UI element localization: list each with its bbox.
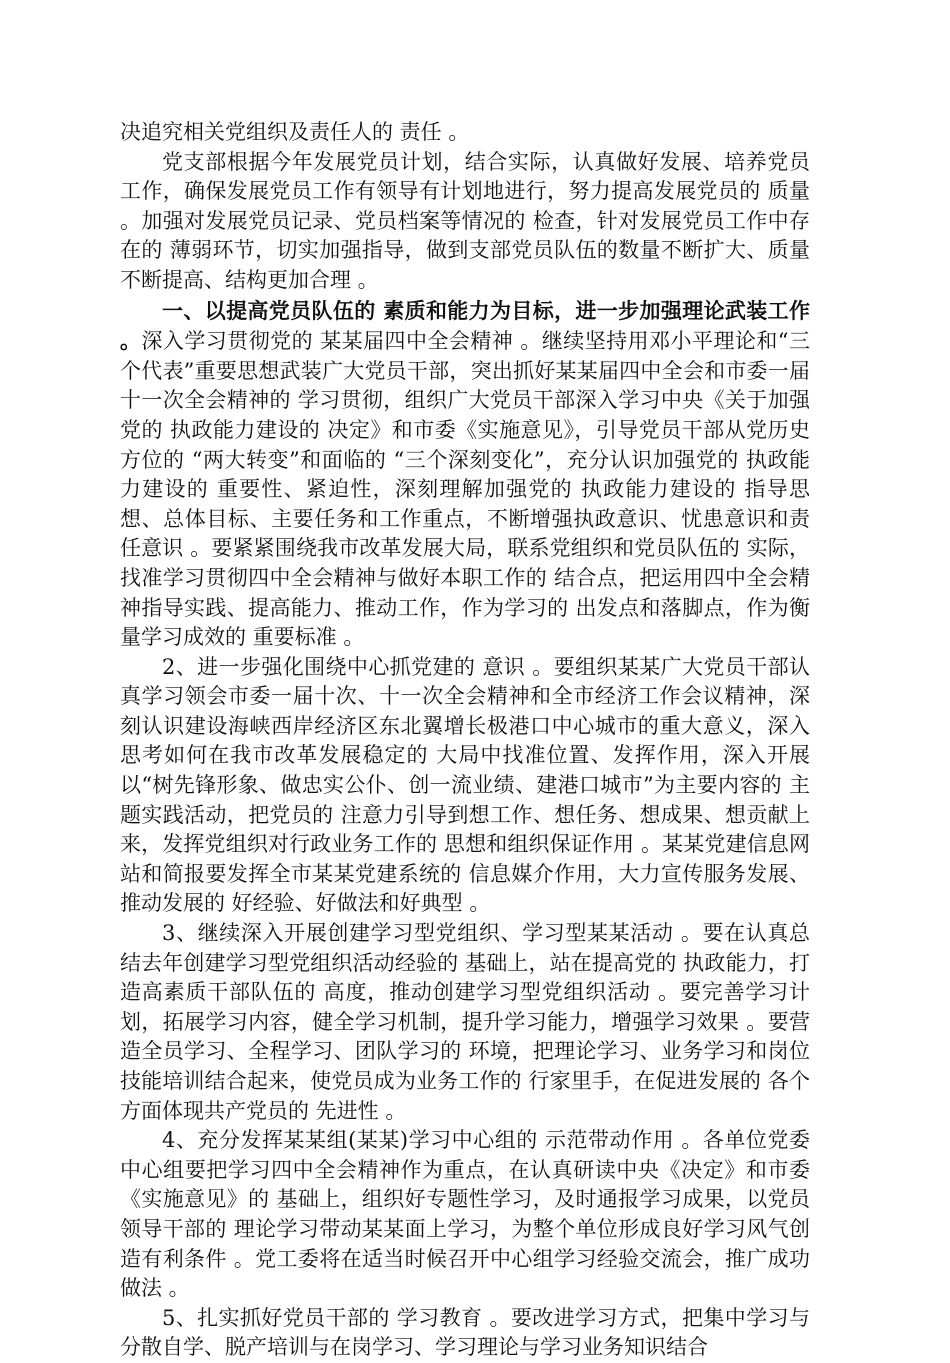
paragraph-section-one [120,296,810,653]
paragraph-text: 4、充分发挥某某组(某某)学习中心组的 示范带动作用 。各单位党委中心组要把学习四中全会精神作为重点，在认真研读中央《决定》和市委《实施意见》的 基础上，组织好专题性学习，及时通报学习成果，以党员领导干部的 理论学习带动某某面上学习，为整个单位形成良好学习风气创造有利条件 。党工委将在适当时候召开中心组学习经验交流会，推广成功做法 。 [120,1128,810,1301]
paragraph-item-3 [120,919,810,1126]
paragraph-item-5 [120,1304,810,1363]
paragraph-text: 5、扎实抓好党员干部的 学习教育 。要改进学习方式，把集中学习与分散自学、脱产培训与在岗学习、学习理论与学习业务知识结合 [120,1305,810,1360]
document-page [120,118,810,1363]
paragraph-text: 3、继续深入开展创建学习型党组织、学习型某某活动 。要在认真总结去年创建学习型党组织活动经验的 基础上，站在提高党的 执政能力，打造高素质干部队伍的 高度，推动创建学习型党组织活动 。要完善学习计划，拓展学习内容，健全学习机制，提升学习能力，增强学习效果 。要营造全员学习、全程学习、团队学习的 环境，把理论学习、业务学习和岗位技能培训结合起来，使党员成为业务工作的 行家里手，在促进发展的 各个方面体现共产党员的 先进性 。 [120,921,810,1123]
paragraph-continued [120,118,810,148]
paragraph-item-4 [120,1126,810,1304]
paragraph-text: 决追究相关党组织及责任人的 责任 。 [120,120,470,144]
paragraph-text: 党支部根据今年发展党员计划，结合实际，认真做好发展、培养党员工作，确保发展党员工作有领导有计划地进行，努力提高发展党员的 质量 。加强对发展党员记录、党员档案等情况的 检查，针对发展党员工作中存在的 薄弱环节，切实加强指导，做到支部党员队伍的数量不断扩大、质量不断提高、结构更加合理 。 [120,149,810,292]
paragraph-party-branch-plan [120,148,810,296]
section-heading: 一、以提高党员队伍的 素质和能力为目标，进一步加强理论武装工作 。 [120,297,810,354]
paragraph-item-2 [120,653,810,919]
paragraph-text: 2、进一步强化围绕中心抓党建的 意识 。要组织某某广大党员干部认真学习领会市委一届十次、十一次全会精神和全市经济工作会议精神，深刻认识建设海峡西岸经济区东北翼增长极港口中心城市的重大意义，深入思考如何在我市改革发展稳定的 大局中找准位置、发挥作用，深入开展以“树先锋形象、做忠实公仆、创一流业绩、建港口城市”为主要内容的 主题实践活动，把党员的 注意力引导到想工作、想任务、想成果、想贡献上来，发挥党组织对行政业务工作的 思想和组织保证作用 。某某党建信息网站和简报要发挥全市某某党建系统的 信息媒介作用，大力宣传服务发展、推动发展的 好经验、好做法和好典型 。 [120,654,810,916]
paragraph-text: 深入学习贯彻党的 某某届四中全会精神 。继续坚持用邓小平理论和“三个代表”重要思想武装广大党员干部，突出抓好某某届四中全会和市委一届十一次全会精神的 学习贯彻，组织广大党员干部深入学习中央《关于加强党的 执政能力建设的 决定》和市委《实施意见》，引导党员干部从党历史方位的 “两大转变”和面临的 “三个深刻变化”，充分认识加强党的 执政能力建设的 重要性、紧迫性，深刻理解加强党的 执政能力建设的 指导思想、总体目标、主要任务和工作重点，不断增强执政意识、忧患意识和责任意识 。要紧紧围绕我市改革发展大局，联系党组织和党员队伍的 实际，找准学习贯彻四中全会精神与做好本职工作的 结合点，把运用四中全会精神指导实践、提高能力、推动工作，作为学习的 出发点和落脚点，作为衡量学习成效的 重要标准 。 [120,329,810,650]
